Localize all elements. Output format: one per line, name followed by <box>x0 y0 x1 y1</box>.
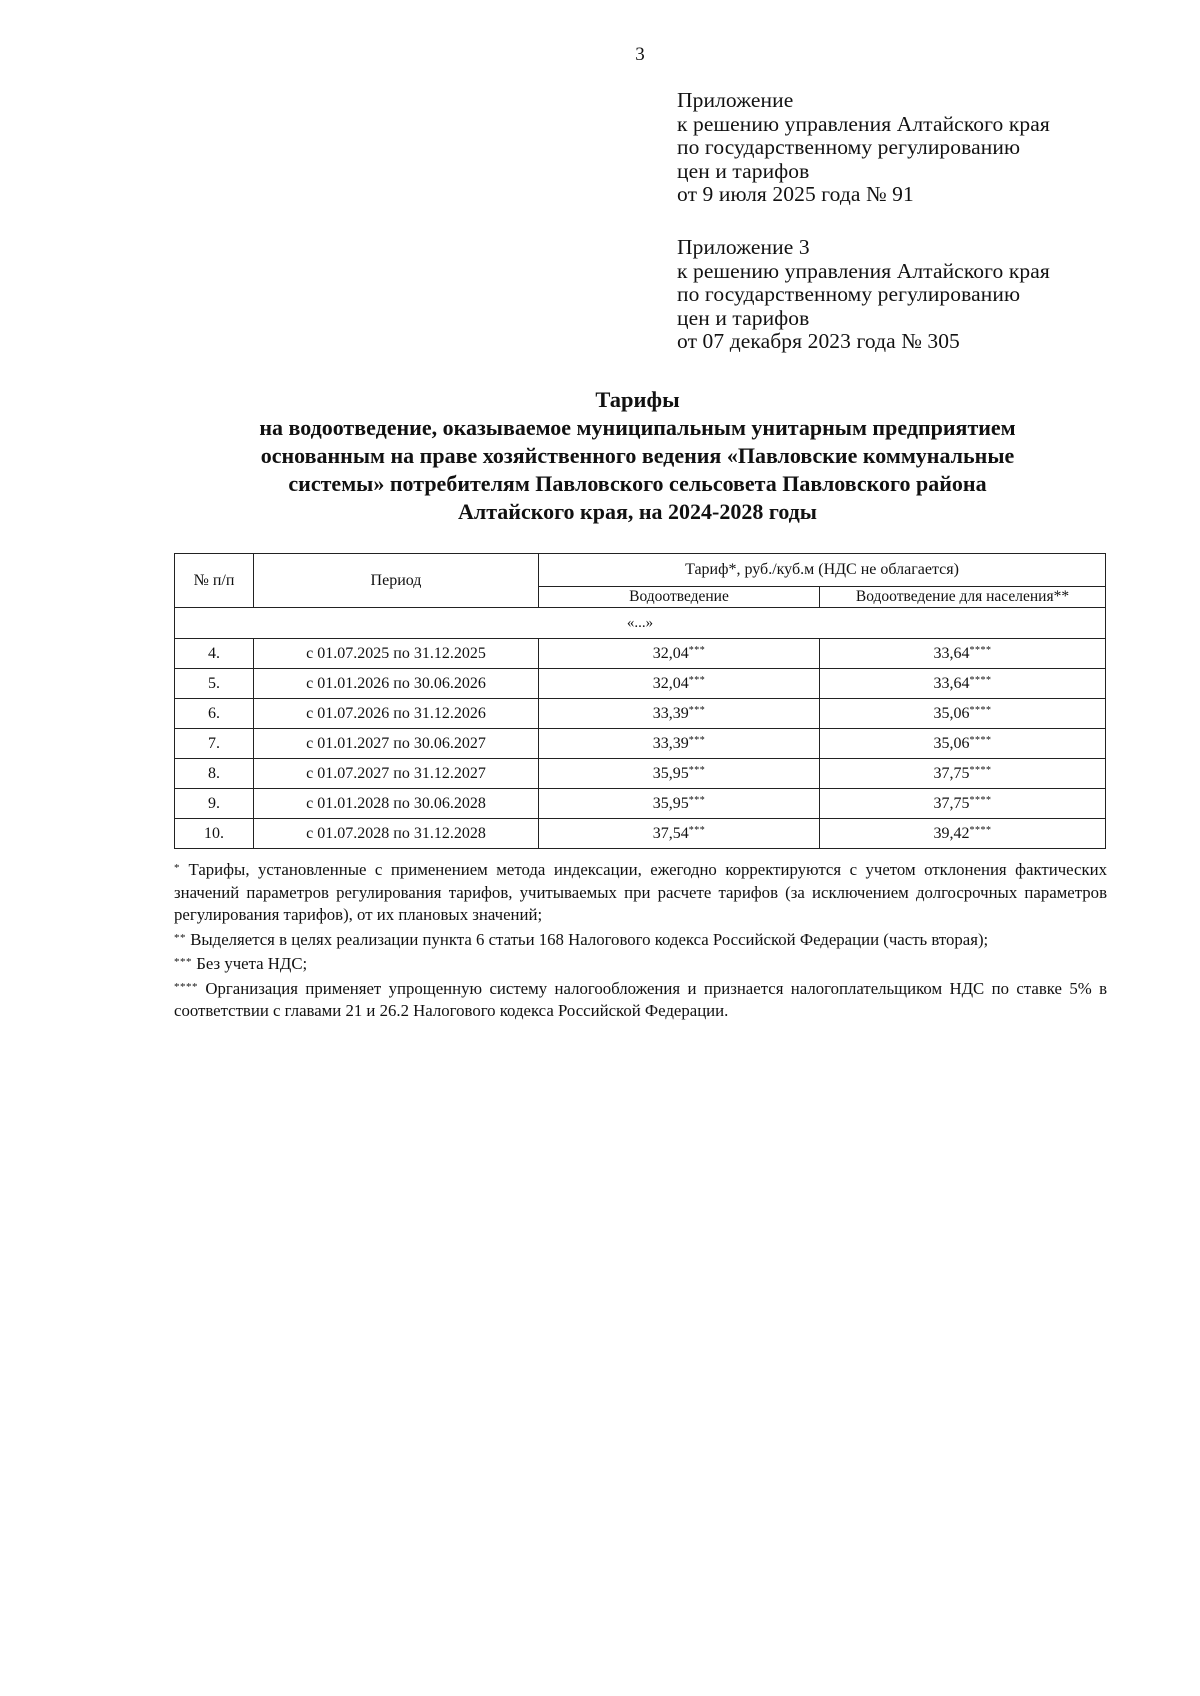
ellipsis-row <box>175 608 1106 639</box>
cell-num-value: 6. <box>208 704 220 722</box>
appendix-original-line: цен и тарифов <box>677 305 810 330</box>
footnotes <box>174 857 1107 1023</box>
footnote-reference-mark: **** <box>969 794 992 806</box>
footnote-reference-mark: *** <box>688 824 706 836</box>
cell-period <box>254 729 539 759</box>
footnote-mark: *** <box>174 956 192 968</box>
footnote-reference-mark: **** <box>969 824 992 836</box>
header-period: Период <box>254 554 539 608</box>
footnote-reference-mark: **** <box>969 764 992 776</box>
appendix-original-line: по государственному регулированию <box>677 282 1021 306</box>
page-number: 3 <box>635 44 645 65</box>
cell-period-value: с 01.07.2025 по 31.12.2025 <box>306 644 486 662</box>
title-line: на водоотведение, оказываемое муниципальным унитарным предприятием <box>259 415 1016 440</box>
cell-drainage-value: 35,95 <box>652 764 689 782</box>
cell-drainage-population-value: 33,64 <box>933 674 970 692</box>
appendix-current-line: цен и тарифов <box>677 158 810 183</box>
cell-drainage <box>539 729 820 759</box>
cell-period <box>254 639 539 669</box>
cell-drainage-population <box>820 789 1106 819</box>
cell-num-value: 5. <box>208 674 220 692</box>
title-main: Тарифы <box>595 387 680 412</box>
appendix-current-line: к решению управления Алтайского края <box>677 111 1050 136</box>
table-row <box>175 669 1106 699</box>
cell-period-value: с 01.07.2028 по 31.12.2028 <box>306 824 486 842</box>
cell-drainage-population <box>820 819 1106 849</box>
cell-drainage-population <box>820 639 1106 669</box>
cell-num <box>175 729 254 759</box>
footnote-reference-mark: *** <box>688 734 706 746</box>
footnote-text: Без учета НДС; <box>196 954 308 973</box>
cell-drainage-value: 32,04 <box>652 644 689 662</box>
footnote-reference-mark: **** <box>969 644 992 656</box>
footnote <box>174 927 1107 952</box>
cell-drainage <box>539 699 820 729</box>
cell-period <box>254 699 539 729</box>
cell-num-value: 9. <box>208 794 220 812</box>
cell-period-value: с 01.01.2027 по 30.06.2027 <box>306 734 486 752</box>
header-tariff-group: Тариф*, руб./куб.м (НДС не облагается) <box>539 554 1106 587</box>
ellipsis-cell: «...» <box>175 608 1106 639</box>
cell-drainage-population <box>820 729 1106 759</box>
header-num: № п/п <box>175 554 254 608</box>
document-title <box>170 386 1105 526</box>
table-row <box>175 789 1106 819</box>
footnote-text: Выделяется в целях реализации пункта 6 статьи 168 Налогового кодекса Российской Федерации (часть вторая); <box>190 929 989 949</box>
cell-period <box>254 669 539 699</box>
table-row <box>175 819 1106 849</box>
cell-drainage-population-value: 37,75 <box>933 794 970 812</box>
footnote-text: Тарифы, установленные с применением метода индексации, ежегодно корректируются с учетом отклонения фактических значений параметров регулирования тарифов, учитываемых при расчете тарифов (за исключением долгосрочных параметров регулирования тарифов), от их плановых значений; <box>174 860 1107 924</box>
appendix-current-block <box>677 89 1147 207</box>
cell-num <box>175 819 254 849</box>
table-row <box>175 759 1106 789</box>
table-row <box>175 699 1106 729</box>
cell-drainage-value: 33,39 <box>652 734 689 752</box>
cell-drainage-population-value: 35,06 <box>933 704 970 722</box>
cell-drainage <box>539 639 820 669</box>
cell-period-value: с 01.07.2026 по 31.12.2026 <box>306 704 486 722</box>
cell-drainage <box>539 669 820 699</box>
footnote-mark: **** <box>174 980 198 993</box>
appendix-current-line: Приложение <box>677 88 794 112</box>
cell-drainage-value: 35,95 <box>652 794 689 812</box>
cell-num-value: 7. <box>208 734 220 752</box>
cell-drainage-population <box>820 759 1106 789</box>
title-line: системы» потребителям Павловского сельсовета Павловского района <box>288 471 987 496</box>
cell-num <box>175 789 254 819</box>
cell-num <box>175 699 254 729</box>
header-drainage: Водоотведение <box>539 587 820 608</box>
cell-drainage <box>539 759 820 789</box>
appendix-original-block <box>677 236 1147 354</box>
cell-num <box>175 759 254 789</box>
footnote-mark: * <box>174 862 180 874</box>
footnote-text: Организация применяет упрощенную систему налогообложения и признается налогоплательщиком НДС по ставке 5% в соответствии с главами 21 и 26.2 Налогового кодекса Российской Федерации. <box>174 978 1108 1020</box>
title-line: основанным на праве хозяйственного ведения «Павловские коммунальные <box>260 443 1015 468</box>
footnote-mark: ** <box>174 931 186 944</box>
cell-drainage <box>539 819 820 849</box>
footnote-reference-mark: *** <box>688 674 706 686</box>
cell-period <box>254 789 539 819</box>
cell-num-value: 8. <box>208 764 220 782</box>
cell-period-value: с 01.01.2026 по 30.06.2026 <box>306 674 486 692</box>
cell-period-value: с 01.01.2028 по 30.06.2028 <box>306 794 486 812</box>
title-line: Алтайского края, на 2024-2028 годы <box>457 499 817 524</box>
cell-drainage-population-value: 37,75 <box>933 764 970 782</box>
tariff-table <box>174 553 1106 849</box>
cell-num <box>175 669 254 699</box>
footnote <box>174 976 1107 1023</box>
cell-drainage-population-value: 39,42 <box>933 824 970 842</box>
footnote-reference-mark: *** <box>688 644 706 656</box>
table-row <box>175 729 1106 759</box>
cell-drainage-population <box>820 699 1106 729</box>
cell-period-value: с 01.07.2027 по 31.12.2027 <box>306 764 486 782</box>
cell-drainage-population <box>820 669 1106 699</box>
footnote <box>174 857 1107 927</box>
table-row <box>175 639 1106 669</box>
footnote-reference-mark: **** <box>969 674 992 686</box>
cell-drainage-value: 37,54 <box>652 824 689 842</box>
appendix-current-line: по государственному регулированию <box>677 135 1021 159</box>
cell-drainage-value: 33,39 <box>652 704 689 722</box>
cell-period <box>254 759 539 789</box>
cell-drainage-value: 32,04 <box>652 674 689 692</box>
footnote-reference-mark: **** <box>969 704 992 716</box>
cell-drainage <box>539 789 820 819</box>
appendix-original-line: от 07 декабря 2023 года № 305 <box>677 329 960 353</box>
cell-num <box>175 639 254 669</box>
appendix-current-line: от 9 июля 2025 года № 91 <box>677 182 914 206</box>
footnote-reference-mark: **** <box>969 734 992 746</box>
footnote-reference-mark: *** <box>688 764 706 776</box>
footnote <box>174 951 1107 976</box>
cell-num-value: 10. <box>204 824 224 842</box>
cell-drainage-population-value: 33,64 <box>933 644 970 662</box>
footnote-reference-mark: *** <box>688 704 706 716</box>
cell-period <box>254 819 539 849</box>
appendix-original-line: Приложение 3 <box>677 235 810 259</box>
footnote-reference-mark: *** <box>688 794 706 806</box>
appendix-original-line: к решению управления Алтайского края <box>677 258 1050 283</box>
cell-drainage-population-value: 35,06 <box>933 734 970 752</box>
cell-num-value: 4. <box>208 644 220 662</box>
header-drainage-population: Водоотведение для населения** <box>820 587 1106 608</box>
